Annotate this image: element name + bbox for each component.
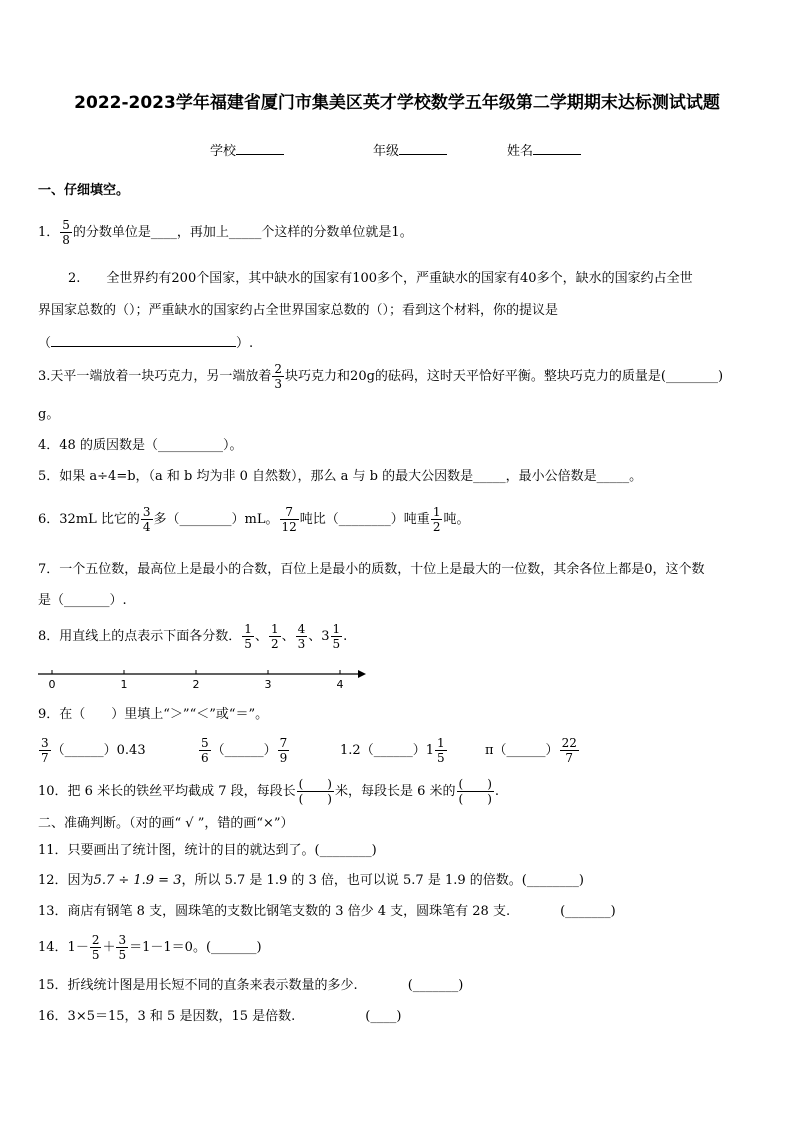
fraction: $\frac{3}{5}$: [118, 933, 127, 962]
answer-blank[interactable]: (____): [365, 1009, 402, 1024]
question-7-line-2: 是（_______）.: [38, 593, 127, 608]
question-1: 1． $\frac{5}{8}$ 的分数单位是____，再加上_____个这样的分数单位就是1。: [38, 218, 413, 247]
name-label: 姓名: [507, 144, 534, 159]
page-title: 2022-2023学年福建省厦门市集美区英才学校数学五年级第二学期期末达标测试试题: [74, 93, 720, 113]
section-1-heading: 一、仔细填空。: [38, 183, 130, 198]
name-blank[interactable]: [533, 142, 581, 155]
question-9-part-c: 1.2（______）1 $\frac{1}{5}$: [340, 736, 445, 765]
fraction: $\frac{1}{5}$: [244, 622, 252, 651]
question-9-part-b: [198, 736, 290, 765]
fraction: $\frac{1}{2}$: [270, 622, 279, 651]
grade-field: [373, 140, 447, 159]
school-label: 学校: [210, 144, 237, 159]
question-5: 5．如果 a÷4=b，（a 和 b 均为非 0 自然数），那么 a 与 b 的最大公因数是_____，最小公倍数是_____。: [38, 469, 643, 484]
question-14: 14．1－ $\frac{2}{5}$ ＋ $\frac{3}{5}$ ＝1－1＝0。(_______): [38, 933, 262, 962]
fraction: $\frac{7}{12}$: [281, 505, 297, 534]
fraction: $\frac{5}{6}$: [201, 736, 209, 765]
compare-blank[interactable]: （______）: [211, 743, 277, 758]
question-8: 8．用直线上的点表示下面各分数． $\frac{1}{5}$ 、 $\frac{1}{2}$ 、 $\frac{4}{3}$ 、3 $\frac{1}{5}$ .: [38, 622, 348, 651]
fraction: $\frac{5}{8}$: [62, 218, 70, 247]
fraction: $\frac{2}{3}$: [274, 362, 283, 391]
number-line-tick-label: 4: [336, 678, 344, 691]
question-16: 16．3×5＝15，3 和 5 是因数，15 是倍数. (____): [38, 1009, 402, 1024]
compare-blank[interactable]: （______）: [360, 743, 426, 758]
question-7-line-1: 7．一个五位数，最高位上是最小的合数，百位上是最小的质数，十位上是最大的一位数，其余各位上都是0，这个数: [38, 562, 705, 577]
question-2-line-2: 界国家总数的（）；严重缺水的国家约占全世界国家总数的（）；看到这个材料，你的提议是: [38, 303, 559, 318]
school-field: [210, 140, 284, 159]
grade-blank[interactable]: [399, 142, 447, 155]
number-line: [30, 664, 380, 694]
answer-fraction[interactable]: $\frac{( )}{( )}$: [298, 777, 332, 806]
compare-blank[interactable]: （______）: [493, 743, 559, 758]
grade-label: 年级: [373, 144, 400, 159]
question-2-line-3: （ ）.: [38, 333, 253, 353]
name-field: [507, 140, 581, 159]
section-2-heading: 二、准确判断。（对的画“ √ ”，错的画“×”）: [38, 816, 294, 831]
question-9-part-d: π（______） $\frac{22}{7}$: [485, 736, 577, 765]
fraction: $\frac{7}{9}$: [279, 736, 288, 765]
number-line-tick-label: 3: [264, 678, 272, 691]
compare-blank[interactable]: （______）: [51, 743, 117, 758]
fraction: $\frac{1}{5}$: [436, 736, 445, 765]
answer-blank[interactable]: [51, 333, 236, 347]
fraction: $\frac{1}{5}$: [332, 622, 341, 651]
number-line-tick-label: 2: [192, 678, 200, 691]
question-6: 6．32mL 比它的 $\frac{3}{4}$ 多（________）mL。 $\frac{7}{12}$ 吨比（________）吨重 $\frac{1}{2}$ 吨。: [38, 505, 470, 534]
question-4: 4．48 的质因数是（__________）。: [38, 438, 243, 453]
question-10: 10．把 6 米长的铁丝平均截成 7 段，每段长 $\frac{( )}{( )}$ 米，每段长是 6 米的 $\frac{( )}{( )}$ .: [38, 777, 500, 806]
fraction: $\frac{4}{3}$: [297, 622, 306, 651]
question-13: 13．商店有钢笔 8 支，圆珠笔的支数比钢笔支数的 3 倍少 4 支，圆珠笔有 28 支. (_______): [38, 904, 616, 919]
number-line-tick-label: 1: [120, 678, 128, 691]
fraction: $\frac{22}{7}$: [561, 736, 577, 765]
fraction: $\frac{2}{5}$: [91, 933, 100, 962]
fraction: $\frac{3}{7}$: [41, 736, 49, 765]
fraction: $\frac{1}{2}$: [432, 505, 441, 534]
number-line-tick-label: 0: [48, 678, 56, 691]
answer-blank[interactable]: (_______): [560, 904, 616, 919]
question-11: 11．只要画出了统计图，统计的目的就达到了。(________): [38, 843, 377, 858]
question-3: 3.天平一端放着一块巧克力，另一端放着 $\frac{2}{3}$ 块巧克力和20g的砝码，这时天平恰好平衡。整块巧克力的质量是(________): [38, 362, 724, 391]
question-15: 15．折线统计图是用长短不同的直条来表示数量的多少. (_______): [38, 978, 464, 993]
question-12: 12．因为5.7 ÷ 1.9 = 3，所以 5.7 是 1.9 的 3 倍，也可以说 5.7 是 1.9 的倍数。(________): [38, 873, 584, 888]
school-blank[interactable]: [236, 142, 284, 155]
question-9: 9．在（ ）里填上“＞”“＜”或“＝”。: [38, 707, 269, 722]
answer-fraction[interactable]: $\frac{( )}{( )}$: [458, 777, 492, 806]
question-2-line-1: 2. 全世界约有200个国家，其中缺水的国家有100多个，严重缺水的国家有40多个，缺水的国家约占全世: [68, 271, 693, 286]
number-line-arrow: [358, 670, 366, 678]
question-3-line-2: g。: [38, 407, 60, 422]
fraction: $\frac{3}{4}$: [142, 505, 151, 534]
question-9-part-a: $\frac{3}{7}$ （______）0.43: [41, 736, 146, 765]
answer-blank[interactable]: (_______): [407, 978, 464, 993]
